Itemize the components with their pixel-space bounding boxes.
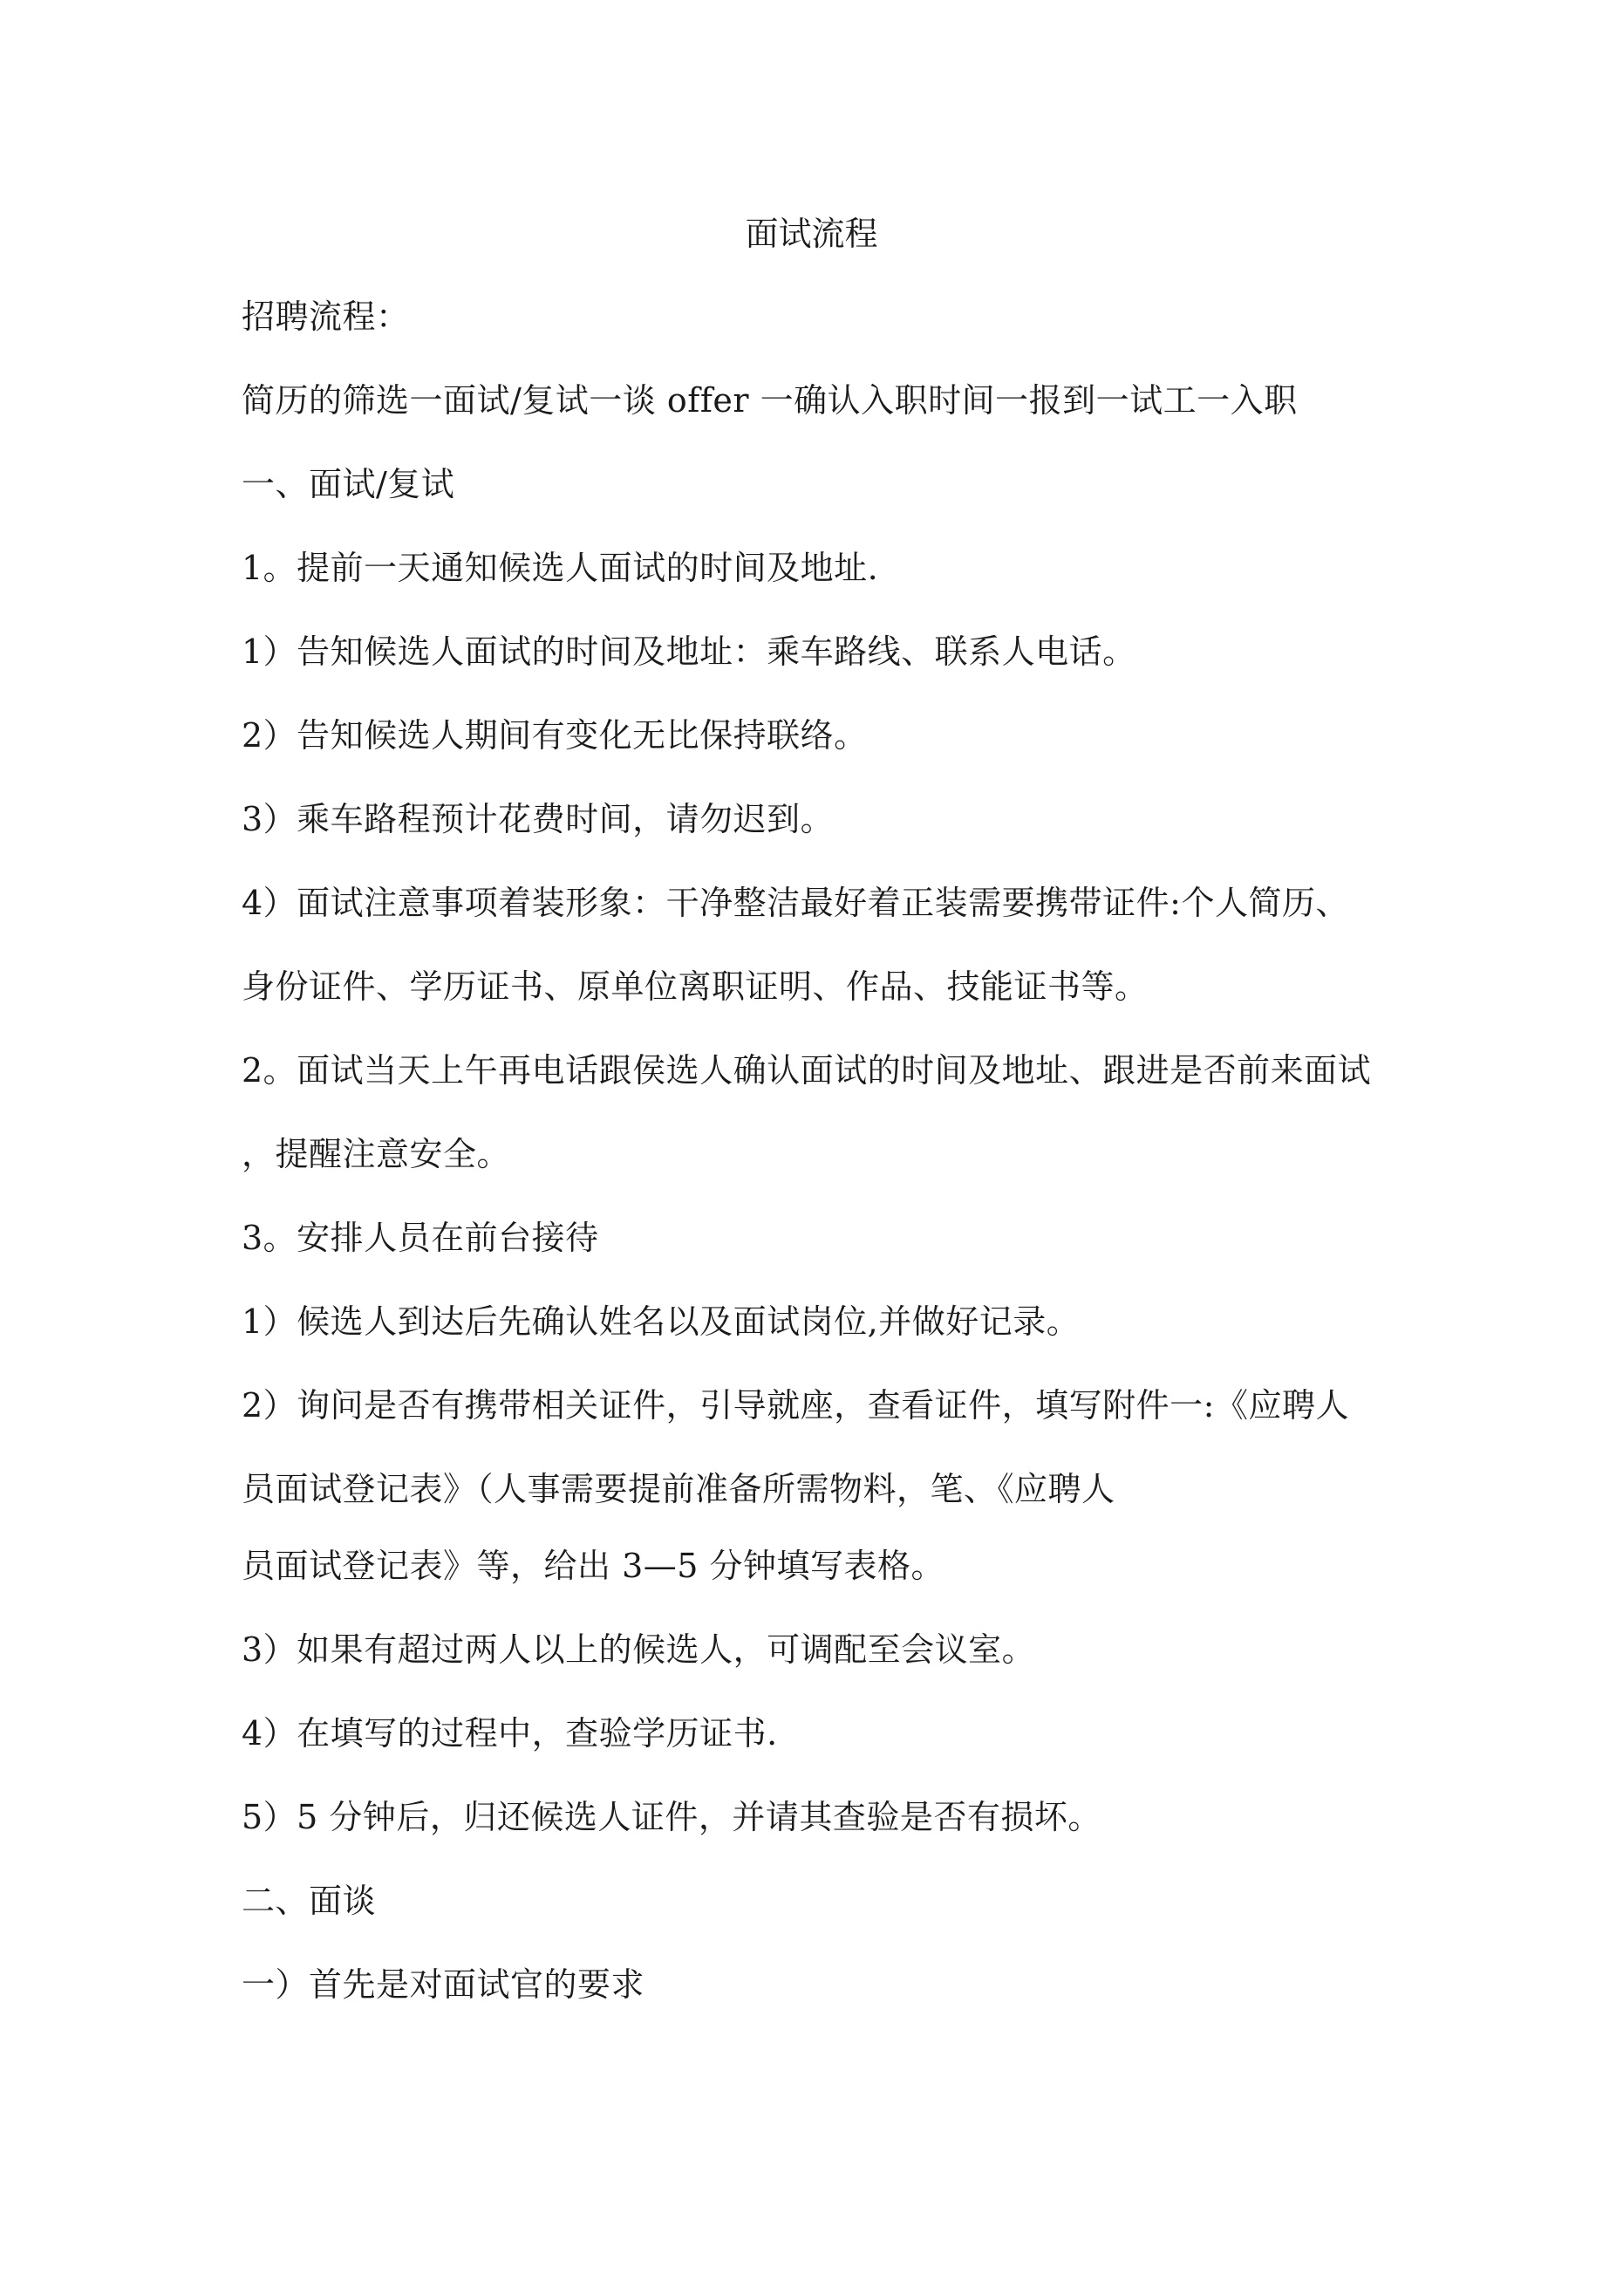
text-line: ，提醒注意安全。 [242, 1135, 511, 1173]
text-line: 简历的筛选一面试/复试一谈 offer 一确认入职时间一报到一试工一入职 [242, 381, 1298, 420]
section-heading: 一、面试/复试 [242, 465, 455, 503]
text-line: 1）候选人到达后先确认姓名以及面试岗位,并做好记录。 [242, 1302, 1081, 1341]
text-line: 身份证件、学历证书、原单位离职证明、作品、技能证书等。 [242, 967, 1149, 1006]
text-line: 员面试登记表》等，给出 3—5 分钟填写表格。 [242, 1547, 945, 1585]
text-line: 2。面试当天上午再电话跟侯选人确认面试的时间及地址、跟进是否前来面试 [242, 1051, 1372, 1090]
document-title: 面试流程 [745, 215, 878, 253]
text-line: 4）在填写的过程中，查验学历证书. [242, 1714, 778, 1753]
text-line: 2）告知候选人期间有变化无比保持联络。 [242, 716, 868, 755]
text-line: 2）询问是否有携带相关证件，引导就座，查看证件，填写附件一:《应聘人 [242, 1386, 1349, 1425]
text-line: 3）如果有超过两人以上的候选人，可调配至会议室。 [242, 1630, 1036, 1669]
text-line: 3。安排人员在前台接待 [242, 1219, 599, 1257]
text-line: 一）首先是对面试官的要求 [242, 1965, 645, 2004]
text-line: 招聘流程： [242, 297, 410, 336]
section-heading: 二、面谈 [242, 1882, 377, 1920]
text-line: 4）面试注意事项着装形象：干净整洁最好着正装需要携带证件:个人简历、 [242, 884, 1349, 922]
text-line: 1）告知候选人面试的时间及地址：乘车路线、联系人电话。 [242, 632, 1136, 671]
text-line: 员面试登记表》（人事需要提前准备所需物料，笔、《应聘人 [242, 1470, 1115, 1508]
text-line: 5）5 分钟后，归还候选人证件，并请其查验是否有损坏。 [242, 1798, 1101, 1836]
text-line: 1。提前一天通知候选人面试的时间及地址. [242, 549, 879, 587]
text-line: 3）乘车路程预计花费时间，请勿迟到。 [242, 800, 835, 838]
